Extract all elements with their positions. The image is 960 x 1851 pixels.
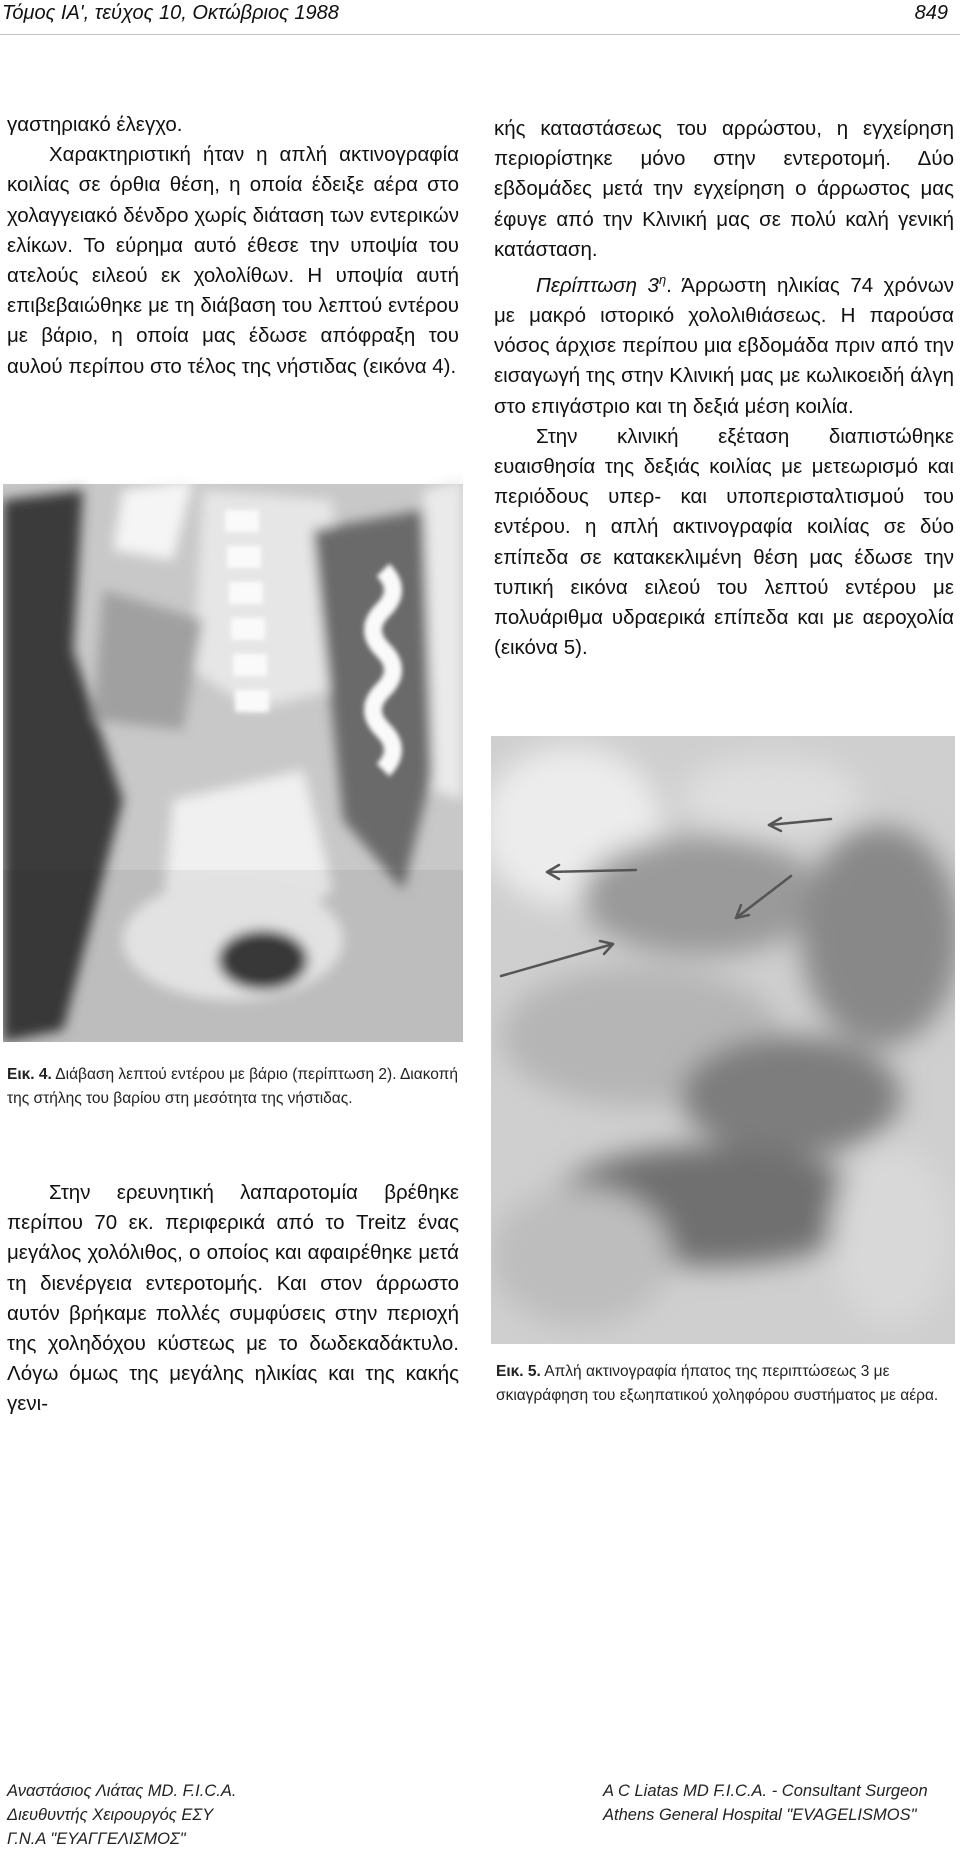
- journal-issue: Τόμος ΙΑ', τεύχος 10, Οκτώβριος 1988: [2, 2, 339, 24]
- figure-5-xray: [491, 736, 955, 1344]
- case-text: . Άρρωστη ηλικίας 74 χρόνων με μακρό ιστορικό χολολιθιάσεως. Η παρούσα νόσος άρχισε περίπου μια εβδομάδα πριν από την εισαγωγή της στην Κλινική μας με κωλικοειδή άλγη στο επιγάστριο και τη δεξιά μέση κοιλία.: [494, 273, 955, 418]
- paragraph: γαστηριακό έλεγχο.: [7, 113, 183, 136]
- figure-4-caption: [7, 1063, 459, 1111]
- paragraph: Στην κλινική εξέταση διαπιστώθηκε ευαισθησία της δεξιάς κοιλίας με μετεωρισμό και περιόδους υπερ- και υποπερισταλτισμού του εντέρου. η απλή ακτινογραφία κοιλίας σε δύο επίπεδα σε κατακεκλιμένη θέση μας έδωσε την τυπική εικόνα ειλεού του λεπτού εντέρου με πολυάριθμα υδραερικά επίπεδα και με αεροχολία (εικόνα 5).: [494, 424, 954, 660]
- paragraph: κής καταστάσεως του αρρώστου, η εγχείρηση περιορίστηκε μόνο στην εντεροτομή. Δύο εβδομάδες μετά την εγχείρηση ο άρρωστος μας έφυγε από την Κλινική μας σε πολύ καλή γενική κατάσταση.: [494, 117, 954, 261]
- case-paragraph: [494, 265, 954, 422]
- author-name: Αναστάσιος Λιάτας MD. F.I.C.A.: [7, 1782, 237, 1800]
- author-hospital: Γ.Ν.Α "ΕΥΑΓΓΕΛΙΣΜΟΣ": [7, 1830, 186, 1848]
- paragraph: Χαρακτηριστική ήταν η απλή ακτινογραφία κοιλίας σε όρθια θέση, η οποία έδειξε αέρα στο χολαγγειακό δένδρο χωρίς διάταση των εντερικών ελίκων. Το εύρημα αυτό έθεσε την υποψία του ατελούς ειλεού εκ χολολίθων. Η υποψία αυτή επιβεβαιώθηκε με τη διάβαση του λεπτού εντέρου με βάριο, η οποία μας έδωσε απόφραξη του αυλού περίπου στο τέλος της νήστιδας (εικόνα 4).: [7, 143, 459, 378]
- case-heading: Περίπτωση 3: [536, 273, 659, 297]
- caption-label: Εικ. 4.: [7, 1066, 52, 1083]
- figure-4-xray: [3, 470, 463, 1042]
- left-column-bottom: [7, 1178, 459, 1420]
- paragraph: Στην ερευνητική λαπαροτομία βρέθηκε περίπου 70 εκ. περιφερικά από το Treitz ένας μεγάλος χολόλιθος, ο οποίος και αφαιρέθηκε μετά τη διενέργεια εντεροτομής. Και στον άρρωστο αυτόν βρήκαμε πολλές συμφύσεις στην περιοχή της χοληδόχου κύστεως με το δωδεκαδάκτυλο. Λόγω όμως της μεγάλης ηλικίας και της κακής γενι-: [7, 1181, 459, 1416]
- page-number: 849: [914, 2, 948, 24]
- page-header: [0, 0, 960, 35]
- caption-label: Εικ. 5.: [496, 1363, 541, 1380]
- figure-5-caption: [496, 1360, 954, 1408]
- author-title: Διευθυντής Χειρουργός ΕΣΥ: [7, 1806, 214, 1824]
- author-hospital-en: Athens General Hospital "EVAGELISMOS": [603, 1806, 917, 1824]
- author-name-en: A C Liatas MD F.I.C.A. - Consultant Surgeon: [603, 1782, 928, 1800]
- case-heading-sup: η: [658, 272, 667, 288]
- author-greek: [7, 1779, 236, 1851]
- barium-xray-image: [3, 470, 463, 1042]
- right-column: [494, 114, 954, 663]
- left-column-top: [7, 110, 459, 382]
- caption-text: Διάβαση λεπτού εντέρου με βάριο (περίπτωση 2). Διακοπή της στήλης του βαρίου στη μεσότητα της νήστιδας.: [7, 1066, 458, 1107]
- author-english: [603, 1779, 928, 1827]
- caption-text: Απλή ακτινογραφία ήπατος της περιπτώσεως 3 με σκιαγράφηση του εξωηπατικού χοληφόρου συστήματος με αέρα.: [496, 1363, 939, 1404]
- liver-xray-image: [491, 736, 955, 1344]
